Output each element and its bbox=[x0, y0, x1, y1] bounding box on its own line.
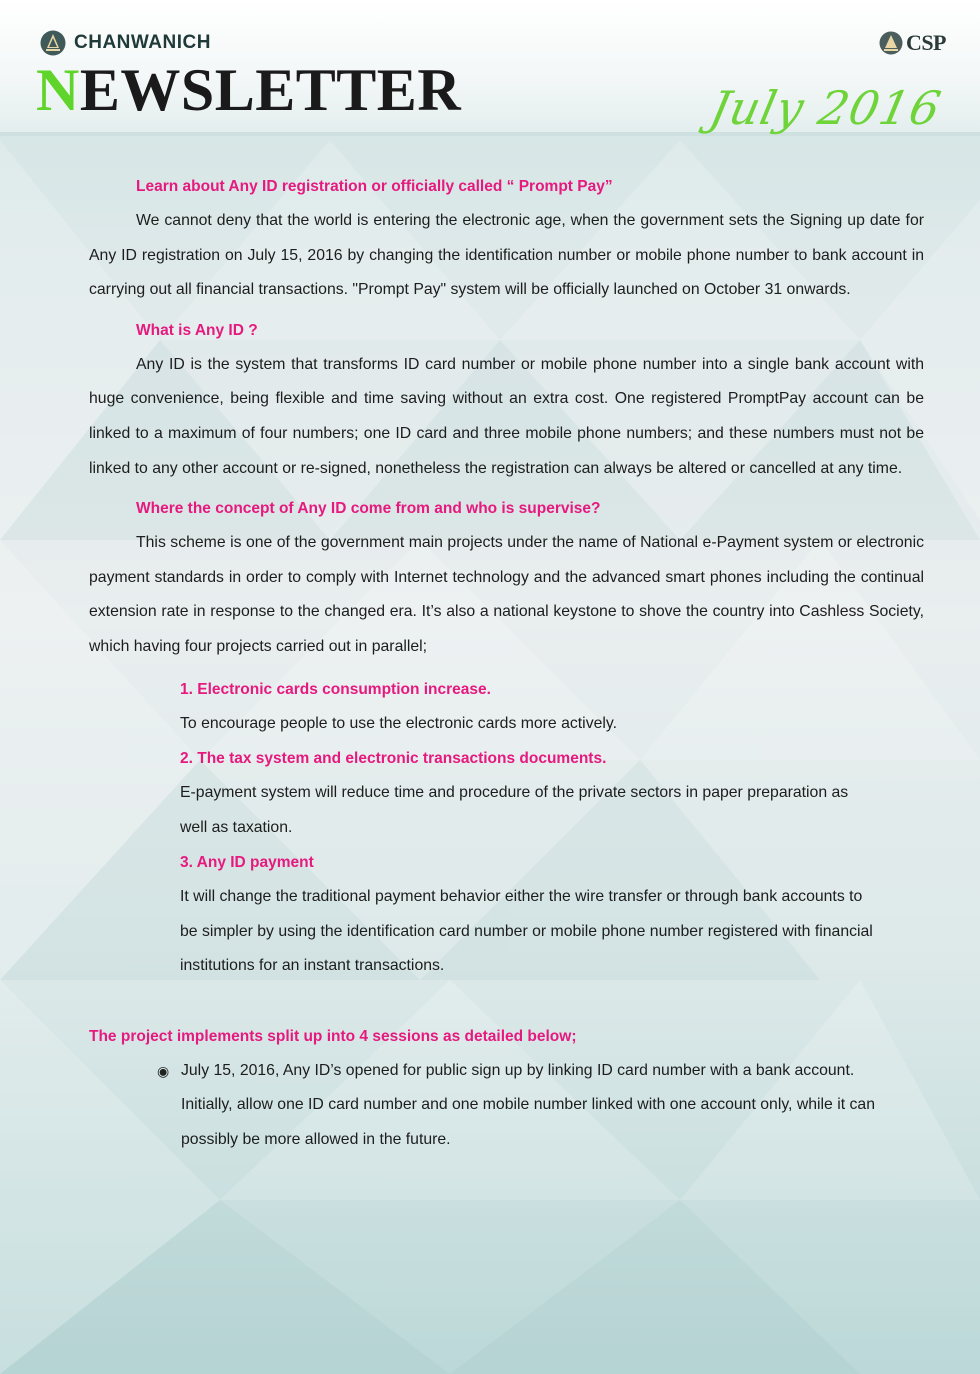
project-title-3: 3. Any ID payment bbox=[180, 853, 314, 871]
project-text-1: To encourage people to use the electronic cards more actively. bbox=[180, 715, 617, 733]
section-heading-concept: Where the concept of Any ID come from and who is supervise? bbox=[136, 500, 601, 518]
brand-name: CHANWANICH bbox=[74, 32, 211, 53]
session-list-item bbox=[157, 1054, 885, 1158]
issue-date: July 2016 bbox=[704, 81, 946, 135]
newsletter-title-first-letter: N bbox=[36, 57, 80, 123]
project-text-3: It will change the traditional payment behavior either the wire transfer or through bank accounts to be simpler by using the identification card number or mobile phone number registered with financial institutions for an instant transactions. bbox=[180, 888, 873, 975]
chanwanich-logo-icon bbox=[40, 30, 66, 56]
brand bbox=[40, 30, 211, 56]
section-body-prompt-pay: We cannot deny that the world is entering the electronic age, when the government sets the Signing up date for Any ID registration on July 15, 2016 by changing the identification number or mobile phone number to bank account in carrying out all financial transactions. "Prompt Pay" system will be officially launched on October 31 onwards. bbox=[89, 212, 924, 299]
partner-brand bbox=[879, 30, 946, 56]
section-body-what-is-any-id: Any ID is the system that transforms ID card number or mobile phone number into a single bank account with huge convenience, being flexible and time saving without an extra cost. One registered PromptPay account can be linked to a maximum of four numbers; one ID card and three mobile phone numbers; and these numbers must not be linked to any other account or re-signed, nonetheless the registration can always be altered or cancelled at any time. bbox=[89, 355, 924, 477]
article-content bbox=[89, 170, 924, 1158]
sessions-heading: The project implements split up into 4 sessions as detailed below; bbox=[89, 1027, 577, 1045]
project-title-1: 1. Electronic cards consumption increase. bbox=[180, 680, 491, 698]
project-list bbox=[180, 673, 873, 984]
newsletter-title bbox=[36, 58, 461, 122]
newsletter-title-rest: EWSLETTER bbox=[79, 57, 462, 123]
session-item-text: July 15, 2016, Any ID’s opened for public sign up by linking ID card number with a bank account. Initially, allow one ID card number and one mobile number linked with one account only, while it can possibly be more allowed in the future. bbox=[181, 1061, 875, 1149]
bullet-icon: ◉ bbox=[157, 1062, 170, 1079]
project-text-2: E-payment system will reduce time and procedure of the private sectors in paper preparation as well as taxation. bbox=[180, 784, 849, 836]
section-heading-prompt-pay: Learn about Any ID registration or officially called “ Prompt Pay” bbox=[136, 178, 613, 195]
csp-logo-icon bbox=[879, 31, 903, 55]
project-title-2: 2. The tax system and electronic transactions documents. bbox=[180, 749, 607, 767]
section-body-concept: This scheme is one of the government main projects under the name of National e-Payment system or electronic payment standards in order to comply with Internet technology and the advanced smart phones including the continual extension rate in response to the changed era. It’s also a national keystone to shove the country into Cashless Society, which having four projects carried out in parallel; bbox=[89, 534, 924, 655]
partner-name: CSP bbox=[905, 30, 946, 55]
section-heading-what-is-any-id: What is Any ID ? bbox=[136, 321, 258, 339]
